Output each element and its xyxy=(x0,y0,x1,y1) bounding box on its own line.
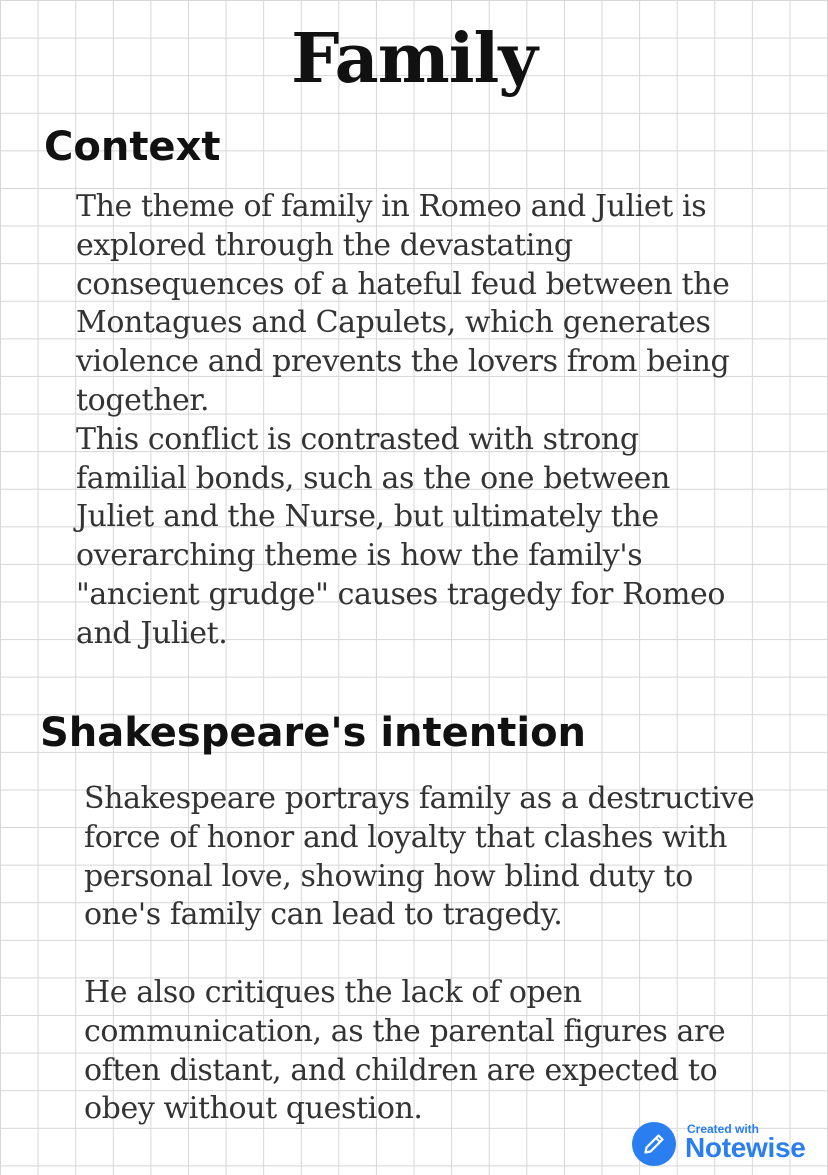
text-line: Juliet and the Nurse, but ultimately the xyxy=(76,499,659,535)
text-line: explored through the devastating xyxy=(76,227,573,263)
text-line: personal love, showing how blind duty to xyxy=(84,858,693,894)
text-line: overarching theme is how the family's xyxy=(76,538,643,574)
text-line: Montagues and Capulets, which generates xyxy=(76,305,711,341)
text-line: Shakespeare portrays family as a destructive xyxy=(84,781,755,816)
pencil-icon xyxy=(632,1122,676,1166)
text-line: This conflict is contrasted with strong xyxy=(76,421,639,457)
text-line: communication, as the parental figures are xyxy=(84,1013,726,1049)
text-line: violence and prevents the lovers from being xyxy=(76,344,730,380)
badge-app-name: Notewise xyxy=(685,1132,806,1163)
intention-text xyxy=(84,780,824,1129)
text-line: together. xyxy=(76,382,210,418)
text-line: force of honor and loyalty that clashes with xyxy=(84,819,728,855)
notewise-badge[interactable] xyxy=(632,1120,822,1168)
text-line: one's family can lead to tragedy. xyxy=(84,897,563,933)
section-heading-intention: Shakespeare's intention xyxy=(40,710,587,756)
text-line: obey without question. xyxy=(84,1091,423,1127)
page-title: Family xyxy=(291,19,537,99)
text-line: The theme of family in Romeo and Juliet is xyxy=(76,189,707,224)
paragraph-gap xyxy=(84,935,824,974)
section-heading-context: Context xyxy=(44,124,221,170)
text-line: familial bonds, such as the one between xyxy=(76,460,670,496)
context-text xyxy=(76,188,816,654)
text-line: and Juliet. xyxy=(76,615,228,651)
text-line: consequences of a hateful feud between the xyxy=(76,266,730,302)
text-line: He also critiques the lack of open xyxy=(84,974,582,1010)
text-line: "ancient grudge" causes tragedy for Romeo xyxy=(76,576,726,612)
badge-caption: Created with xyxy=(687,1122,760,1136)
text-line: often distant, and children are expected to xyxy=(84,1052,718,1088)
